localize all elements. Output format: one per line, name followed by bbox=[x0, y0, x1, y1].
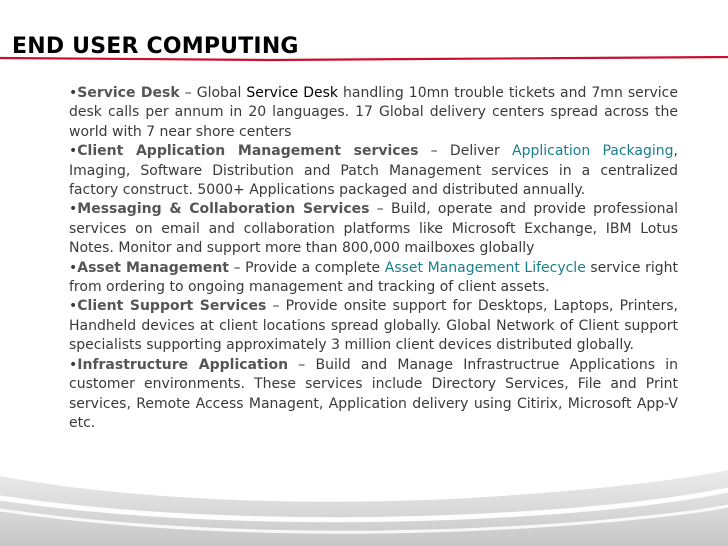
application-packaging-link[interactable]: Application Packaging bbox=[512, 143, 674, 160]
list-item: •Infrastructure Application – Build and Manage Infrastructrue Applications in customer environments. These services include Directory Services, File and Print services, Remote Access Managent, Application delivery using Citirix, Microsoft App-V etc. bbox=[69, 356, 678, 431]
item-heading: Client Support Services bbox=[77, 298, 267, 315]
list-item: •Messaging & Collaboration Services – Build, operate and provide professional services on email and collaboration platforms like Microsoft Exchange, IBM Lotus Notes. Monitor and support more than 800,000 mailboxes globally bbox=[69, 201, 679, 257]
item-heading: Messaging & Collaboration Services bbox=[77, 201, 370, 218]
list-item: •Client Support Services – Provide onsite support for Desktops, Laptops, Printers, Handheld devices at client locations spread globally. Global Network of Client support specialists supporting approximately 3 million client devices distributed globally. bbox=[69, 298, 678, 354]
list-item: •Service Desk – Global Service Desk handling 10mn trouble tickets and 7mn service desk calls per annum in 20 languages. 17 Global delivery centers spread across the world with 7 near shore centers bbox=[69, 85, 678, 140]
service-desk-highlight: Service Desk bbox=[246, 85, 338, 101]
bullet-list bbox=[69, 84, 678, 433]
list-item: •Asset Management – Provide a complete Asset Management Lifecycle service right from ordering to ongoing management and tracking of client assets. bbox=[69, 259, 679, 296]
item-heading: Infrastructure Application bbox=[77, 356, 289, 373]
item-heading: Asset Management bbox=[77, 259, 230, 276]
item-heading: Service Desk bbox=[77, 85, 180, 101]
slide-title: END USER COMPUTING bbox=[12, 34, 299, 59]
bottom-swoosh-decoration bbox=[0, 440, 728, 546]
title-red-underline bbox=[0, 0, 728, 34]
asset-management-lifecycle-link[interactable]: Asset Management Lifecycle bbox=[384, 259, 586, 276]
list-item: •Client Application Management services – Deliver Application Packaging, Imaging, Software Distribution and Patch Management services in a centralized factory construct. 5000+ Applications packaged and distributed annually. bbox=[69, 143, 678, 199]
item-heading: Client Application Management services bbox=[77, 143, 419, 160]
